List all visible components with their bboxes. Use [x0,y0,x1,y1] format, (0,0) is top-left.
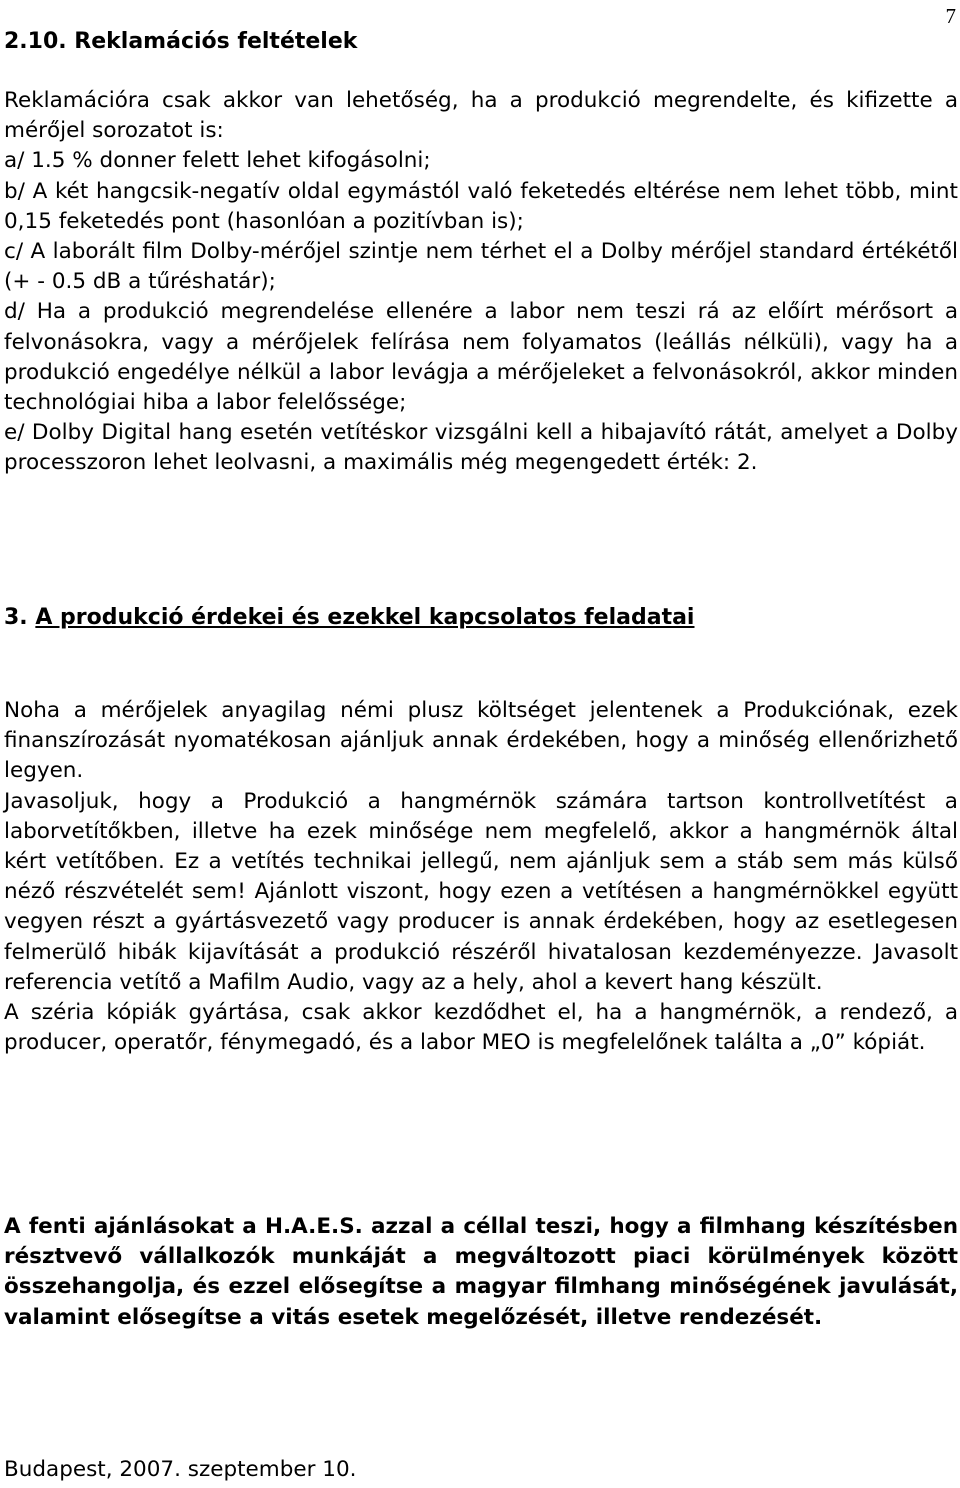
date-line: Budapest, 2007. szeptember 10. [4,1457,357,1482]
section-2-10-body [4,86,958,479]
section-3-body [4,696,958,1058]
section-number: 3. [4,605,28,630]
paragraph-intro: Reklamációra csak akkor van lehetőség, ha a produkció megrendelte, és kifizette a mérőjel sorozatot is: [4,88,958,144]
paragraph: Javasoljuk, hogy a Produkció a hangmérnök számára tartson kontrollvetítést a laborvetítőkben, illetve ha ezek minősége nem megfelelő, akkor a hangmérnök által kért vetítőben. Ez a vetítés technikai jellegű, nem ajánljuk sem a stáb sem más külső néző részvételét sem! Ajánlott viszont, hogy ezen a vetítésen a hangmérnökkel együtt vegyen részt a gyártásvezető vagy producer is annak érdekében, hogy az esetlegesen felmerülő hibák kijavítását a produkció részéről hivatalosan kezdeményezze. Javasolt referencia vetítő a Mafilm Audio, vagy az a hely, ahol a kevert hang készült. [4,788,958,995]
list-item-c: c/ A laborált film Dolby-mérőjel szintje nem térhet el a Dolby mérőjel standard értékétől (+ - 0.5 dB a tűréshatár); [4,239,958,295]
section-heading-3 [4,603,694,633]
paragraph: A széria kópiák gyártása, csak akkor kezdődhet el, ha a hangmérnök, a rendező, a producer, operatőr, fénymegadó, és a labor MEO is megfelelőnek találta a „0” kópiát. [4,1000,958,1056]
page-number: 7 [945,4,956,28]
list-item-b: b/ A két hangcsik-negatív oldal egymástól való feketedés eltérése nem lehet több, mint 0,15 feketedés pont (hasonlóan a pozitívban is); [4,178,958,234]
closing-paragraph: A fenti ajánlásokat a H.A.E.S. azzal a céllal teszi, hogy a filmhang készítésben résztvevő vállalkozók munkáját a megváltozott piaci körülmények között összehangolja, és ezzel elősegítse a magyar filmhang minőségének javulását, valamint elősegítse a vitás esetek megelőzését, illetve rendezését. [4,1214,958,1330]
list-item-a: a/ 1.5 % donner felett lehet kifogásolni; [4,148,431,174]
closing-statement [4,1212,958,1333]
paragraph: Noha a mérőjelek anyagilag némi plusz költséget jelentenek a Produkciónak, ezek finanszírozását nyomatékosan ajánljuk annak érdekében, hogy a minőség ellenőrizhető legyen. [4,698,958,784]
section-title: A produkció érdekei és ezekkel kapcsolatos feladatai [35,605,695,630]
section-heading-2-10: 2.10. Reklamációs feltételek [4,29,358,54]
list-item-d: d/ Ha a produkció megrendelése ellenére a labor nem teszi rá az előírt mérősort a felvonásokra, vagy a mérőjelek felírása nem folyamatos (leállás nélküli), vagy ha a produkció engedélye nélkül a labor levágja a mérőjeleket a felvonásokról, akkor minden technológiai hiba a labor felelőssége; [4,299,958,416]
list-item-e: e/ Dolby Digital hang esetén vetítéskor vizsgálni kell a hibajavító rátát, amelyet a Dolby processzoron lehet leolvasni, a maximális még megengedett érték: 2. [4,420,958,476]
